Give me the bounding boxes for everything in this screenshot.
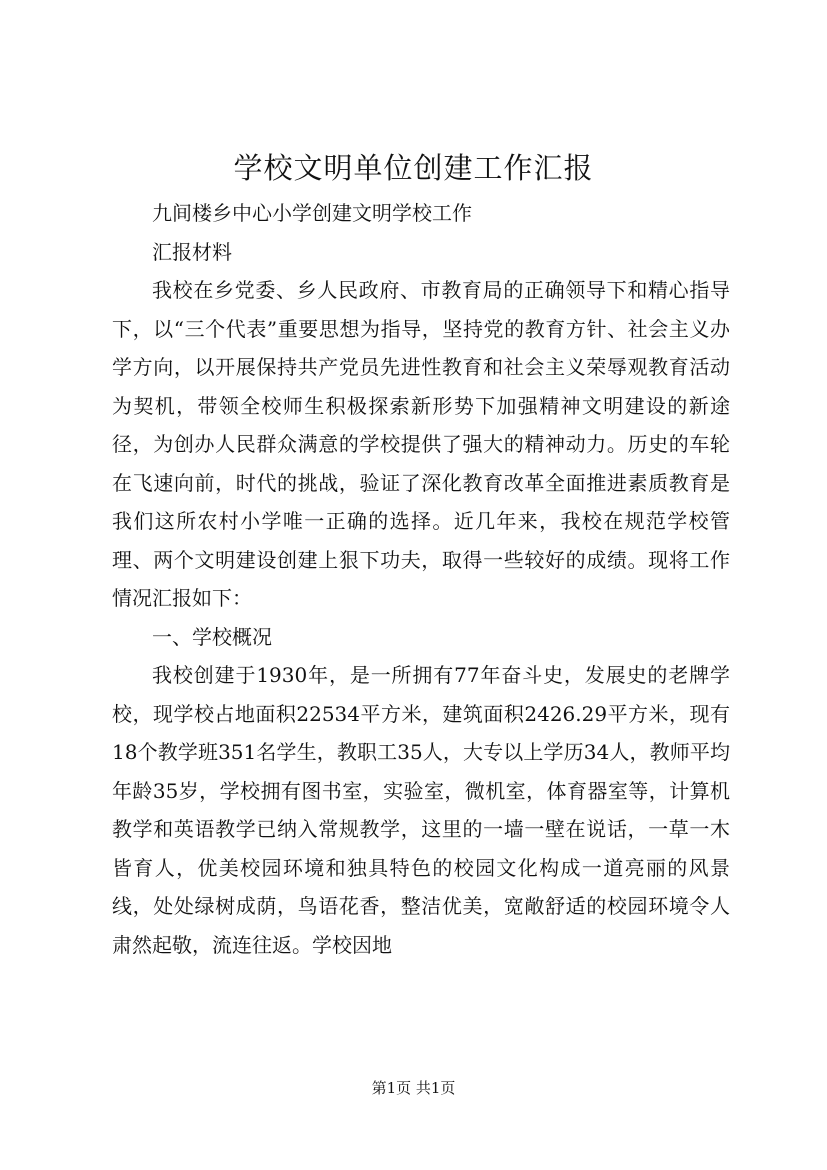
subtitle-line-1: 九间楼乡中心小学创建文明学校工作 [152,201,472,225]
document-body [112,194,730,964]
subtitle-line-2: 汇报材料 [152,239,232,264]
section-heading: 一、学校概况 [152,624,272,649]
paragraph-overview: 我校创建于1930年，是一所拥有77年奋斗史，发展史的老牌学校，现学校占地面积22534平方米，建筑面积2426.29平方米，现有18个教学班351名学生，教职工35人，大专以上学历34人，教师平均年龄35岁，学校拥有图书室，实验室，微机室，体育器室等，计算机教学和英语教学已纳入常规教学，这里的一墙一壁在说话，一草一木皆育人，优美校园环境和独具特色的校园文化构成一道亮丽的风景线，处处绿树成荫，鸟语花香，整洁优美，宽敞舒适的校园环境令人肃然起敬，流连往返。学校因地 [112,663,730,957]
document-title: 学校文明单位创建工作汇报 [233,151,594,185]
paragraph-intro: 我校在乡党委、乡人民政府、市教育局的正确领导下和精心指导下，以“三个代表”重要思想为指导，坚持党的教育方针、社会主义办学方向，以开展保持共产党员先进性教育和社会主义荣辱观教育活动为契机，带领全校师生积极探索新形势下加强精神文明建设的新途径，为创办人民群众满意的学校提供了强大的精神动力。历史的车轮在飞速向前，时代的挑战，验证了深化教育改革全面推进素质教育是我们这所农村小学唯一正确的选择。近几年来，我校在规范学校管理、两个文明建设创建上狠下功夫，取得一些较好的成绩。现将工作情况汇报如下： [112,278,730,610]
page-number: 第1页 共1页 [371,1079,456,1097]
